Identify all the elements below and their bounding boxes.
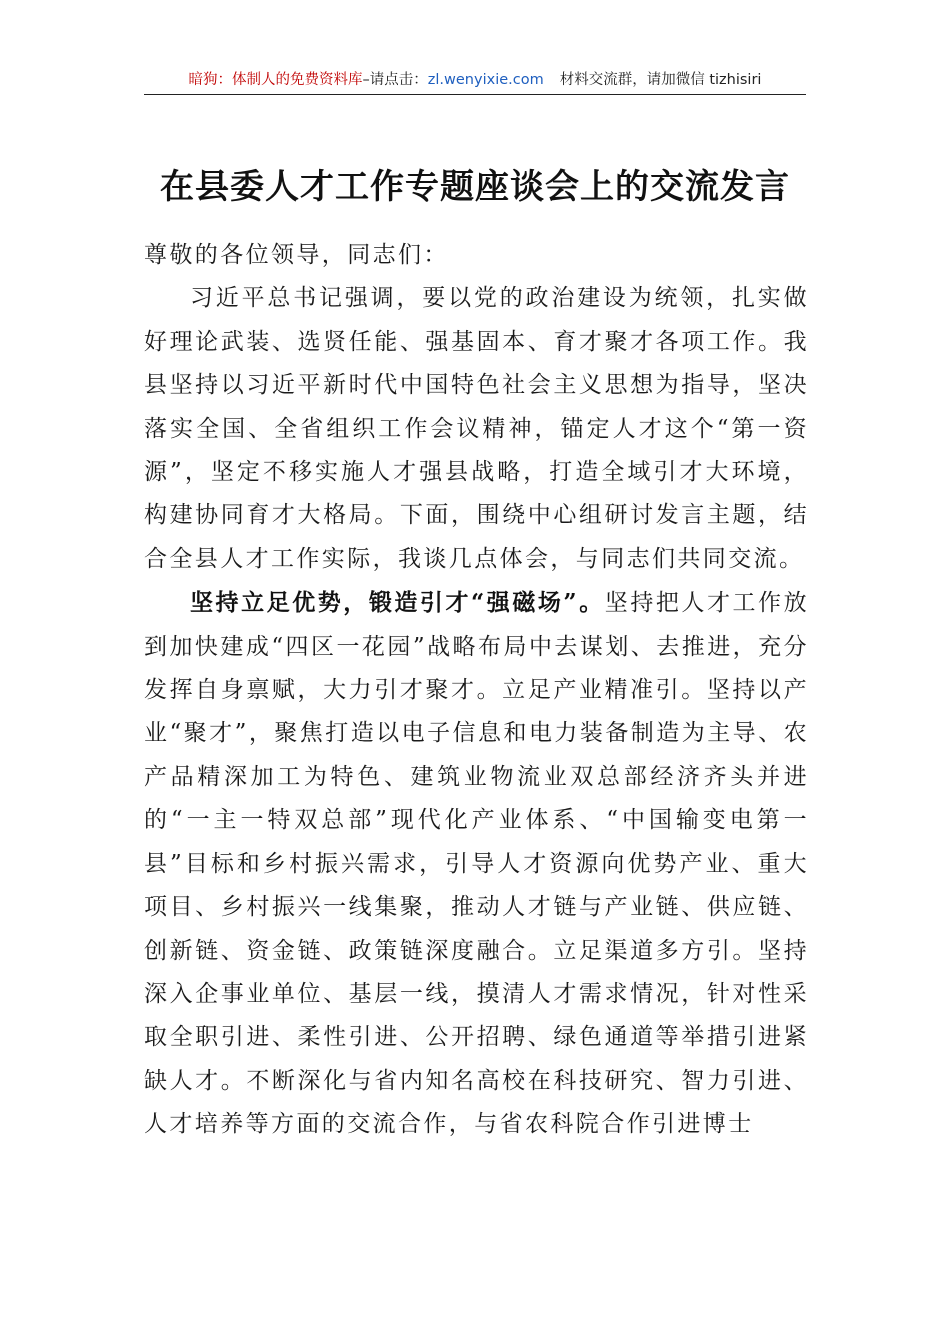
document-body [144, 234, 809, 1147]
header-brand: 暗狗：体制人的免费资料库 [188, 72, 363, 88]
header-prompt: –请点击： [362, 72, 428, 88]
paragraph-lead-heading: 坚持立足优势，锻造引才“强磁场”。 [190, 589, 605, 617]
watermark-header [144, 66, 806, 95]
header-url-link[interactable]: zl.wenyixie.com [427, 72, 544, 88]
header-wechat-note: 材料交流群，请加微信 tizhisiri [559, 72, 762, 88]
paragraph-body-text: 坚持把人才工作放到加快建成“四区一花园”战略布局中去谋划、去推进，充分发挥自身禀赋，大力引才聚才。立足产业精准引。坚持以产业“聚才”，聚焦打造以电子信息和电力装备制造为主导、农产品精深加工为特色、建筑业物流业双总部经济齐头并进的“一主一特双总部”现代化产业体系、“中国输变电第一县”目标和乡村振兴需求，引导人才资源向优势产业、重大项目、乡村振兴一线集聚，推动人才链与产业链、供应链、创新链、资金链、政策链深度融合。立足渠道多方引。坚持深入企事业单位、基层一线，摸清人才需求情况，针对性采取全职引进、柔性引进、公开招聘、绿色通道等举措引进紧缺人才。不断深化与省内知名高校在科技研究、智力引进、人才培养等方面的交流合作，与省农科院合作引进博士 [144, 590, 809, 1138]
paragraph-attract-talent [144, 581, 809, 1146]
paragraph-intro: 习近平总书记强调，要以党的政治建设为统领，扎实做好理论武装、选贤任能、强基固本、育才聚才各项工作。我县坚持以习近平新时代中国特色社会主义思想为指导，坚决落实全国、全省组织工作会议精神，锚定人才这个“第一资源”，坚定不移实施人才强县战略，打造全域引才大环境，构建协同育才大格局。下面，围绕中心组研讨发言主题，结合全县人才工作实际，我谈几点体会，与同志们共同交流。 [144, 285, 809, 572]
document-title: 在县委人才工作专题座谈会上的交流发言 [160, 167, 790, 207]
salutation: 尊敬的各位领导，同志们： [144, 242, 449, 268]
